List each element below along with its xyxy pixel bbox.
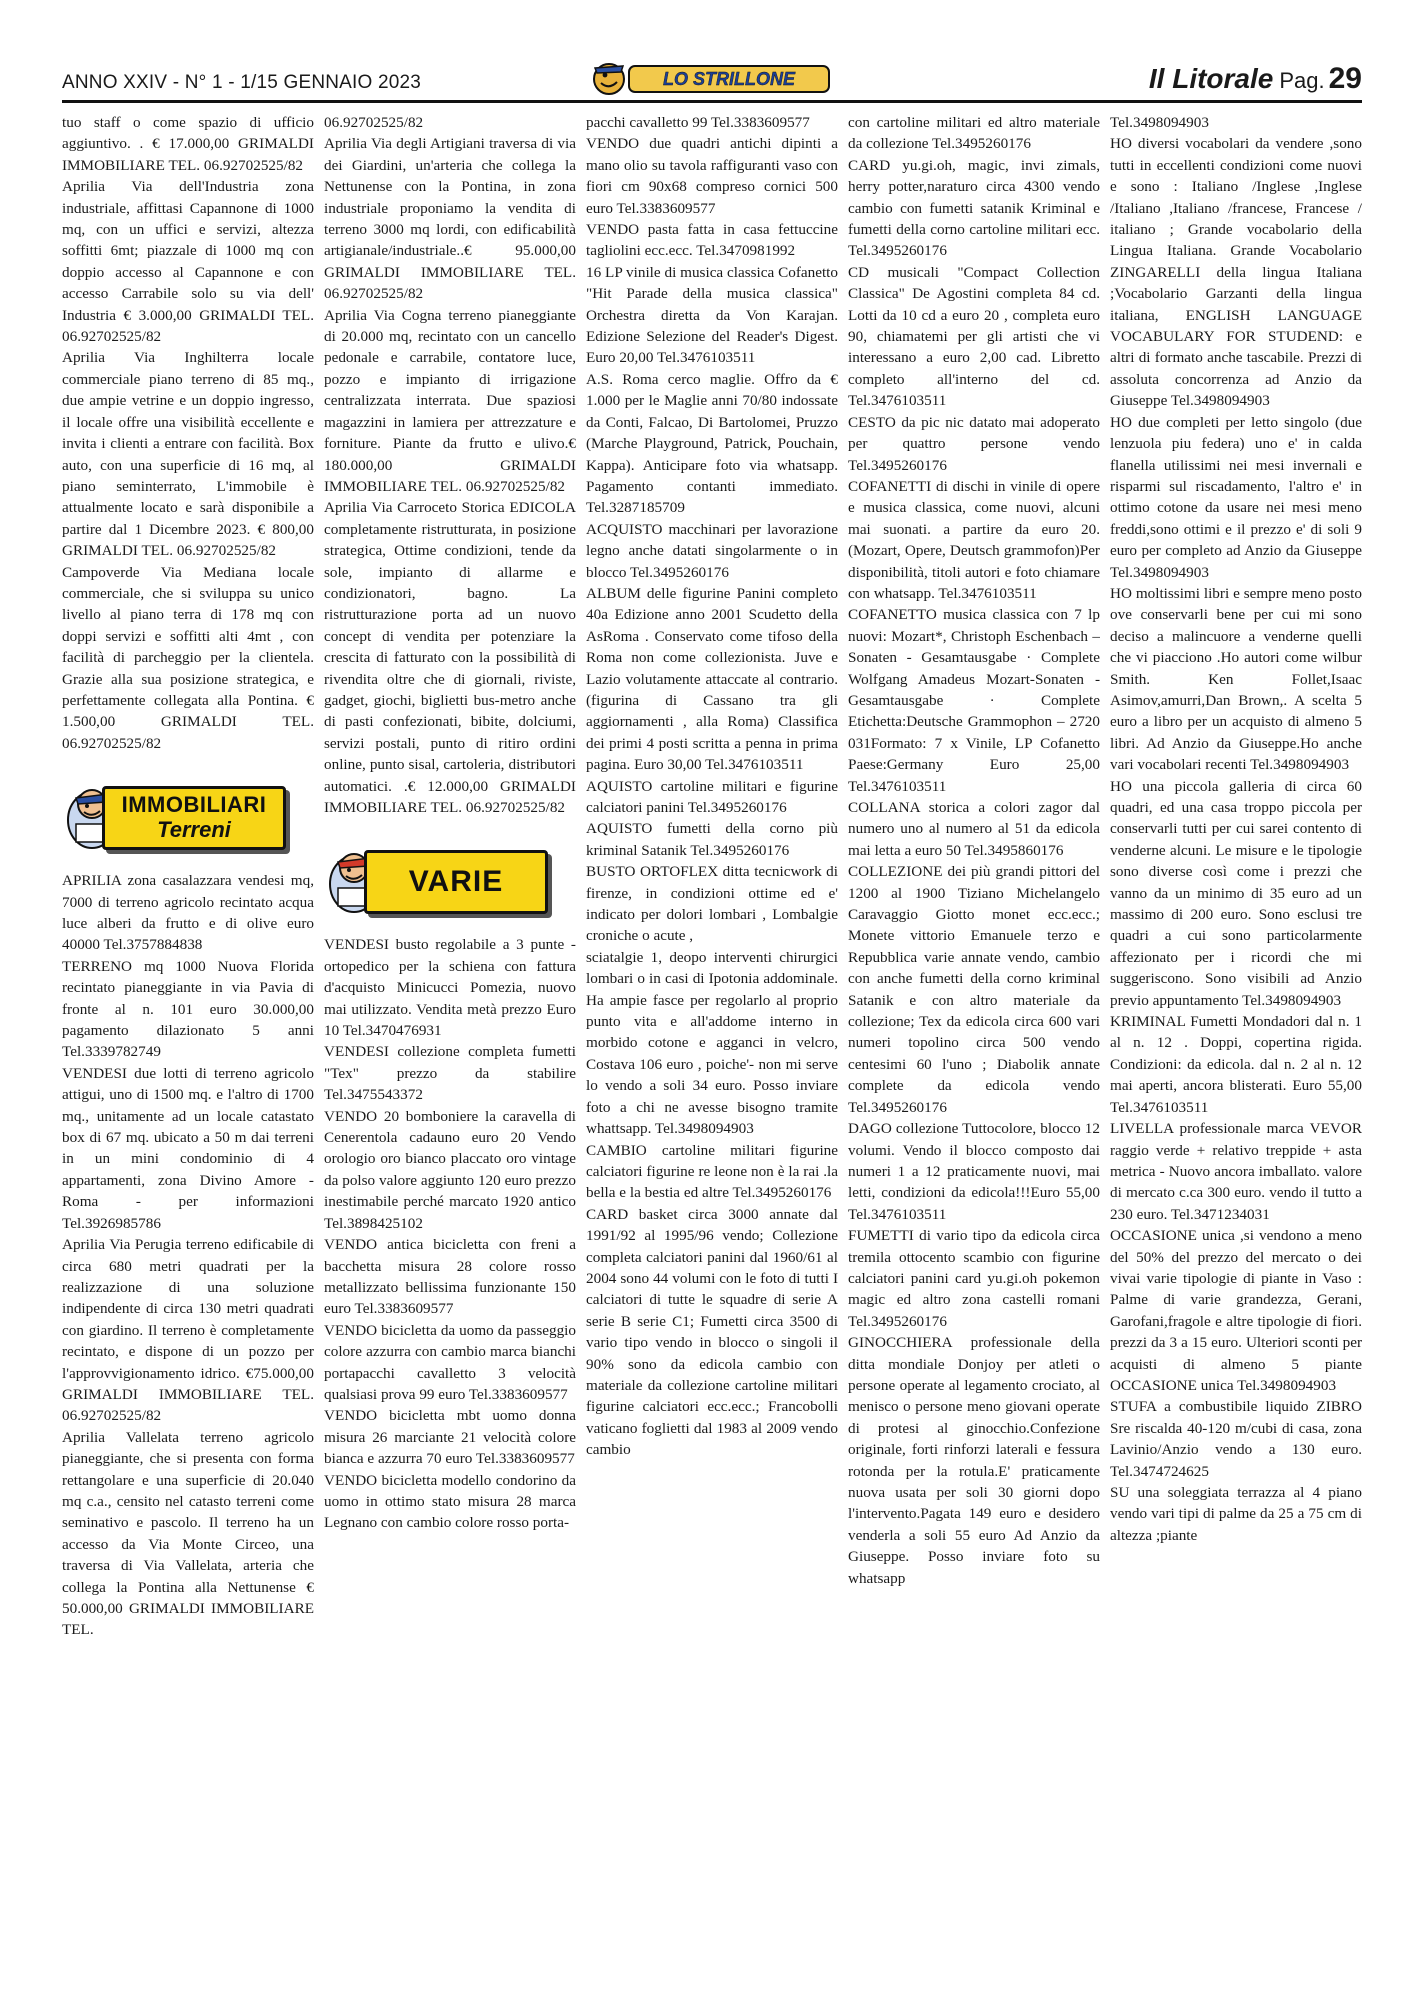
listing: Tel.3498094903: [1110, 114, 1209, 131]
listing: BUSTO ORTOFLEX ditta tecnicwork di firenze, in condizioni ottime ed e' indicato per dolori lombari , Lombalgie croniche o acute ,: [586, 863, 838, 945]
page-number: 29: [1328, 62, 1362, 95]
section-title-line2: Terreni: [157, 817, 231, 843]
listing: COFANETTO musica classica con 7 lp nuovi: Mozart*, Christoph Eschenbach – Sonaten - Gesamtausgabe · Complete Wolfgang Amadeus Mozart-Sonaten - Gesamtausgabe · Complete Etichetta:Deutsche Grammophon – 2720 031Formato: 7 x Vinile, LP Cofanetto Paese:Germany Euro 25,00 Tel.3476103511: [848, 606, 1100, 795]
listing: Aprilia Via Inghilterra locale commerciale piano terreno di 85 mq., due ampie vetrine e un doppio ingresso, il locale offre una visibilità eccellente e invita i clienti a entrare con facilità. Box auto, con una superficie di 16 mq, al piano seminterrato, L'immobile è attualmente locato e sarà disponibile a partire dal 1 Dicembre 2023. € 800,00 GRIMALDI TEL. 06.92702525/82: [62, 349, 314, 560]
page-header: [62, 56, 1362, 103]
listing: HO diversi vocabolari da vendere ,sono tutti in eccellenti condizioni come nuovi e sono : Italiano /Inglese ,Inglese /Italiano ,Italiano /francese, Francese / italiano ; Grande vocabolario della Lingua Italiana. Grande Vocabolario ZINGARELLI della lingua Italiana ;Vocabolario Garzanti della lingua italiana, ENGLISH LANGUAGE VOCABULARY FOR STUDEND: e altri di formato anche tascabile. Prezzi di assoluta concorrenza ad Anzio da Giuseppe Tel.3498094903: [1110, 135, 1362, 410]
column-4: [848, 112, 1100, 1972]
listing: VENDESI collezione completa fumetti "Tex" prezzo da stabilire Tel.3475543372: [324, 1043, 576, 1104]
listing: COLLANA storica a colori zagor dal numero uno al numero al 51 da edicola mai letta a euro 50 Tel.3495860176: [848, 799, 1100, 859]
classified-columns: [62, 112, 1362, 1972]
listing: COLLEZIONE dei più grandi pittori del 1200 al 1900 Tiziano Michelangelo Caravaggio Giotto monet ecc.ecc.; Monete vittorio Emanuele terzo e Repubblica varie annate vendo, cambio con anche fumetti della corno kriminal Satanik e con altro materiale da collezione; Tex da edicola circa 600 vari numeri topolino circa 500 vendo centesimi 60 l'uno ; Diabolik annate complete da edicola vendo Tel.3495260176: [848, 863, 1100, 1116]
column-3: [586, 112, 838, 1972]
listing: CD musicali "Compact Collection Classica" De Agostini completa 84 cd. Lotti da 10 cd a euro 20 , completa euro 90, chiamatemi per gli artisti che vi interessano a euro 2,00 cad. Libretto completo all'interno del cd. Tel.3476103511: [848, 263, 1100, 410]
page-label: Pag.: [1279, 68, 1325, 93]
section-title-box: [102, 786, 286, 850]
listing: CESTO da pic nic datato mai adoperato per quattro persone vendo Tel.3495260176: [848, 413, 1100, 474]
listing: KRIMINAL Fumetti Mondadori dal n. 1 al n. 12 . Doppi, copertina rigida. Condizioni: da edicola. dal n. 2 al n. 12 mai aperti, ancora blisterati. Euro 55,00 Tel.3476103511: [1110, 1013, 1362, 1116]
listing: CARD basket circa 3000 annate dal 1991/92 al 1995/96 vendo; Collezione completa calciatori panini dal 1960/61 al 2004 sono 44 volumi con le foto di tutti I calciatori di tutte le squadre di serie A serie B serie C1; Fumetti circa 3500 di vario tipo vendo in blocco o singoli il 90% sono da edicola cambio con materiale da collezione cartoline militari figurine calciatori ecc.ecc.; Francobolli vaticano foglietti dal 1983 al 2009 vendo cambio: [586, 1205, 838, 1459]
listing: COFANETTI di dischi in vinile di opere e musica classica, come nuovi, alcuni mai suonati. a partire da euro 20. (Mozart, Opere, Deutsch grammofon)Per disponibilità, titoli autori e foto chiamare con whatsapp. Tel.3476103511: [848, 477, 1100, 602]
newspaper-page: [62, 56, 1362, 1976]
listing: Aprilia Via degli Artigiani traversa di via dei Giardini, un'arteria che collega la Nettunense con la Pontina, in zona industriale proponiamo la vendita di terreno 3000 mq lordi, con edificabilità artigianale/industriale..€ 95.000,00 GRIMALDI IMMOBILIARE TEL. 06.92702525/82: [324, 135, 576, 303]
listing: VENDESI busto regolabile a 3 punte - ortopedico per la schiena con fattura d'acquisto Minicucci Pomezia, nuovo mai utilizzato. Vendita metà prezzo Euro 10 Tel.3470476931: [324, 936, 576, 1040]
listing: VENDO pasta fatta in casa fettuccine tagliolini ecc.ecc. Tel.3470981992: [586, 221, 838, 260]
listing: AQUISTO fumetti della corno più kriminal Satanik Tel.3495260176: [586, 820, 838, 859]
listing: Campoverde Via Mediana locale commerciale, che si sviluppa su unico livello al piano terra di 178 mq con doppi servizi e soffitti alti 4mt , con facilità di parcheggio per la clientela. Grazie alla sua posizione strategica, e perfettamente collegata alla Pontina. € 1.500,00 GRIMALDI TEL. 06.92702525/82: [62, 563, 314, 752]
listing: HO una piccola galleria di circa 60 quadri, ed una casa troppo piccola per conservarli tutti per cui sarei contento di venderne alcuni. Le misure e le tipologie sono diverse così come i prezzi che vanno da un minimo di 35 euro ad un massimo di 200 euro. Sono esclusi tre quadri a cui sono particolarmente affezionato per i ricordi che mi suggeriscono. Sono visibili ad Anzio previo appuntamento Tel.3498094903: [1110, 777, 1362, 1009]
listing: Aprilia Via dell'Industria zona industriale, affittasi Capannone di 1000 mq, con un uffici e servizi, altezza soffitti 6mt; piazzale di 1000 mq con doppio accesso al Capannone e con accesso Carrabile solo su via dell' Industria € 3.000,00 GRIMALDI TEL. 06.92702525/82: [62, 178, 314, 346]
listing: VENDO antica bicicletta con freni a bacchetta misura 28 colore rosso metallizzato bellissima funzionante 150 euro Tel.3383609577: [324, 1236, 576, 1318]
masthead-logo: [587, 60, 837, 98]
listing: TERRENO mq 1000 Nuova Florida recintato pianeggiante in via Pavia di fronte al n. 101 euro 30.000,00 pagamento dilazionato 5 anni Tel.3339782749: [62, 957, 314, 1061]
listing: SU una soleggiata terrazza al 4 piano vendo vari tipi di palme da 25 a 75 cm di altezza ;piante: [1110, 1484, 1362, 1544]
listing: DAGO collezione Tuttocolore, blocco 12 volumi. Vendo il blocco composto dai numeri 1 a 12 praticamente nuovi, mai letti, condizioni da edicola!!!Euro 55,00 Tel.3476103511: [848, 1120, 1100, 1223]
publication-block: [1149, 62, 1362, 96]
listing: GINOCCHIERA professionale della ditta mondiale Donjoy per atleti o persone operate al legamento crociato, al menisco o persone meno giovani operate di protesi al ginocchio.Confezione originale, forti rinforzi laterali e fessura rotonda per la rotula.E' praticamente nuova usata per soli 30 giorni dopo l'intervento.Pagata 149 euro e desidero venderla a soli 55 euro Ad Anzio da Giuseppe. Posso inviare foto su whatsapp: [848, 1334, 1100, 1587]
listing: HO due completi per letto singolo (due lenzuola piu federa) uno e' in calda flanella utilissimi nei mesi invernali e risparmi sul riscadamento, l'altro e' in ottimo cotone da usare nei mesi meno freddi,sono ottimi e il prezzo e' di soli 9 euro per completo ad Anzio da Giuseppe Tel.3498094903: [1110, 413, 1362, 581]
listing: LIVELLA professionale marca VEVOR raggio verde + relativo treppide + asta metrica - Nuovo ancora imballato. valore di mercato c.ca 300 euro. vendo il tutto a 230 euro. Tel.3471234031: [1110, 1120, 1362, 1223]
listing: 06.92702525/82: [324, 114, 424, 131]
listing: 16 LP vinile di musica classica Cofanetto "Hit Parade della musica classica" Orchestra diretta da Von Karajan. Edizione Selezione del Reader's Digest. Euro 20,00 Tel.3476103511: [586, 263, 838, 367]
publication-name: Il Litorale: [1148, 63, 1274, 94]
section-title-line1: IMMOBILIARI: [121, 792, 267, 818]
listing: VENDO 20 bomboniere la caravella di Cenerentola cadauno euro 20 Vendo orologio oro bianco placcato oro vintage da polso valore aggiunto 120 euro prezzo inestimabile perché marcato 1920 antico Tel.3898425102: [324, 1107, 576, 1232]
listing: VENDO bicicletta da uomo da passeggio colore azzurra con cambio marca bianchi portapacchi cavalletto 3 velocità qualsiasi prova 99 euro Tel.3383609577: [324, 1321, 576, 1403]
column-1: [62, 112, 314, 1972]
listing: con cartoline militari ed altro materiale da collezione Tel.3495260176: [848, 114, 1100, 153]
masthead-text: LO STRILLONE: [663, 69, 795, 89]
column-2: [324, 112, 576, 1972]
listing: CAMBIO cartoline militari figurine calciatori figurine re leone non è la rai .la bella e la bestia ed altre Tel.3495260176: [586, 1141, 838, 1202]
issue-info: ANNO XXIV - N° 1 - 1/15 GENNAIO 2023: [62, 72, 422, 93]
listing: OCCASIONE unica ,si vendono a meno del 50% del prezzo del mercato o dei vivai varie tipologie di piante in Vaso : Palme di varie grandezza, Gerani, Garofani,fragole e altre tipologie di fiori. prezzi da 3 a 15 euro. Ulteriori sconti per acquisti di almeno 5 piante OCCASIONE unica Tel.3498094903: [1110, 1227, 1362, 1394]
listing: STUFA a combustibile liquido ZIBRO Sre riscalda 40-120 m/cubi di casa, zona Lavinio/Anzio vendo a 130 euro. Tel.3474724625: [1110, 1398, 1362, 1480]
listing: VENDESI due lotti di terreno agricolo attigui, uno di 1500 mq. e l'altro di 1700 mq., unitamente ad un locale catastato box di 67 mq. ubicato a 50 m dai terreni in un mini condominio di 4 appartamenti, zona Divino Amore - Roma - per informazioni Tel.3926985786: [62, 1064, 314, 1232]
listing: tuo staff o come spazio di ufficio aggiuntivo. . € 17.000,00 GRIMALDI IMMOBILIARE TEL. 06.92702525/82: [62, 114, 314, 174]
listing: Aprilia Via Carroceto Storica EDICOLA completamente ristrutturata, in posizione strategica, Ottime condizioni, tende da sole, impianto di allarme e condizionatori, bagno. La ristrutturazione porta ad un nuovo concept di vendita per potenziare la crescita di fatturato con la possibilità di rivendita oltre che di giornali, riviste, gadget, giochi, biglietti bus-metro anche di pasti confezionati, bibite, dolciumi, servizi postali, punto di ritiro ordini online, punto sisal, cartoleria, distributori automatici. .€ 12.000,00 GRIMALDI IMMOBILIARE TEL. 06.92702525/82: [324, 499, 576, 816]
listing: ALBUM delle figurine Panini completo 40a Edizione anno 2001 Scudetto della AsRoma . Conservato come tifoso della Roma non come collezionista. Juve e Lazio volutamente attaccate al contrario. (figurina di Cassano tra gli aggiornamenti , alla Roma) Classifica dei primi 4 posti scritta a penna in prima pagina. Euro 30,00 Tel.3476103511: [586, 584, 838, 774]
listing: pacchi cavalletto 99 Tel.3383609577: [586, 114, 810, 131]
listing: Aprilia Via Perugia terreno edificabile di circa 680 metri quadrati per la realizzazione di una soluzione indipendente di circa 130 metri quadrati con giardino. Il terreno è completamente recintato, e dispone di un pozzo per l'approvvigionamento idrico. €75.000,00 GRIMALDI IMMOBILIARE TEL. 06.92702525/82: [62, 1236, 314, 1425]
listing: ACQUISTO macchinari per lavorazione legno anche datati singolarmente o in blocco Tel.3495260176: [586, 520, 838, 581]
listing: Aprilia Via Cogna terreno pianeggiante di 20.000 mq, recintato con un cancello pedonale e carrabile, contatore luce, pozzo e impianto di irrigazione centralizzata interrata. Due spaziosi magazzini in lamiera per attrezzature e forniture. Piante da frutto e ulivo.€ 180.000,00 GRIMALDI IMMOBILIARE TEL. 06.92702525/82: [324, 306, 576, 495]
listing: CARD yu.gi.oh, magic, invi zimals, herry potter,naraturo circa 4300 vendo cambio con fumetti satanik Kriminal e fumetti della corno cartoline militari ecc. Tel.3495260176: [848, 156, 1100, 260]
listing: APRILIA zona casalazzara vendesi mq, 7000 di terreno agricolo recintato acqua luce alberi da frutto e di olive euro 40000 Tel.3757884838: [62, 872, 314, 954]
section-title-box: VARIE: [364, 850, 548, 914]
listing: VENDO bicicletta modello condorino da uomo in ottimo stato misura 28 marca Legnano con cambio colore rosso porta-: [324, 1471, 576, 1532]
listing: HO moltissimi libri e sempre meno posto ove conservarli bene per cui mi sono deciso a malincuore a venderne quelli che vi piacciono .Ho autori come wilbur Smith. Ken Follet,Isaac Asimov,amurri,Dan Brown,. A scelta 5 euro a libro per un acquisto di almeno 5 libri. Ad Anzio da Giuseppe.Ho anche vari vocabolari recenti Tel.3498094903: [1110, 584, 1362, 774]
listing: VENDO bicicletta mbt uomo donna misura 26 marciante 21 velocità colore bianca e azzurra 70 euro Tel.3383609577: [324, 1407, 576, 1468]
listing: Aprilia Vallelata terreno agricolo pianeggiante, che si presenta con forma rettangolare e una superficie di 20.040 mq c.a., censito nel catasto terreni come seminativo e pascolo. Il terreno ha un accesso da Via Monte Circeo, una traversa di Via Vallelata, arteria che collega la Pontina alla Nettunense € 50.000,00 GRIMALDI IMMOBILIARE TEL.: [62, 1428, 314, 1639]
section-badge-varie: [324, 840, 576, 918]
listing: sciatalgie 1, deopo interventi chirurgici lombari o in casi di Ipotonia addominale. Ha ampie fasce per regolarlo al proprio punto vita e all'addome interno in morbido cotone e agganci in velcro, Costava 106 euro , poiche'- non mi serve lo vendo a soli 34 euro. Posso inviare foto a chi ne avesse bisogno tramite whattsapp. Tel.3498094903: [586, 948, 838, 1138]
listing: FUMETTI di vario tipo da edicola circa tremila ottocento scambio con figurine calciatori panini card yu.gi.oh pokemon magic ed altro zona castelli romani Tel.3495260176: [848, 1227, 1100, 1330]
column-5: [1110, 112, 1362, 1972]
listing: AQUISTO cartoline militari e figurine calciatori panini Tel.3495260176: [586, 777, 838, 816]
section-badge-immobiliari-terreni: [62, 776, 314, 854]
listing: A.S. Roma cerco maglie. Offro da € 1.000 per le Maglie anni 70/80 indossate da Conti, Falcao, Di Bartolomei, Pruzzo (Marche Playground, Patrick, Pouchain, Kappa). Anticipare foto via whatsapp. Pagamento contanti immediato. Tel.3287185709: [586, 370, 838, 517]
listing: VENDO due quadri antichi dipinti a mano olio su tavola raffiguranti vaso con fiori cm 90x68 compreso cornici 500 euro Tel.3383609577: [586, 135, 838, 217]
